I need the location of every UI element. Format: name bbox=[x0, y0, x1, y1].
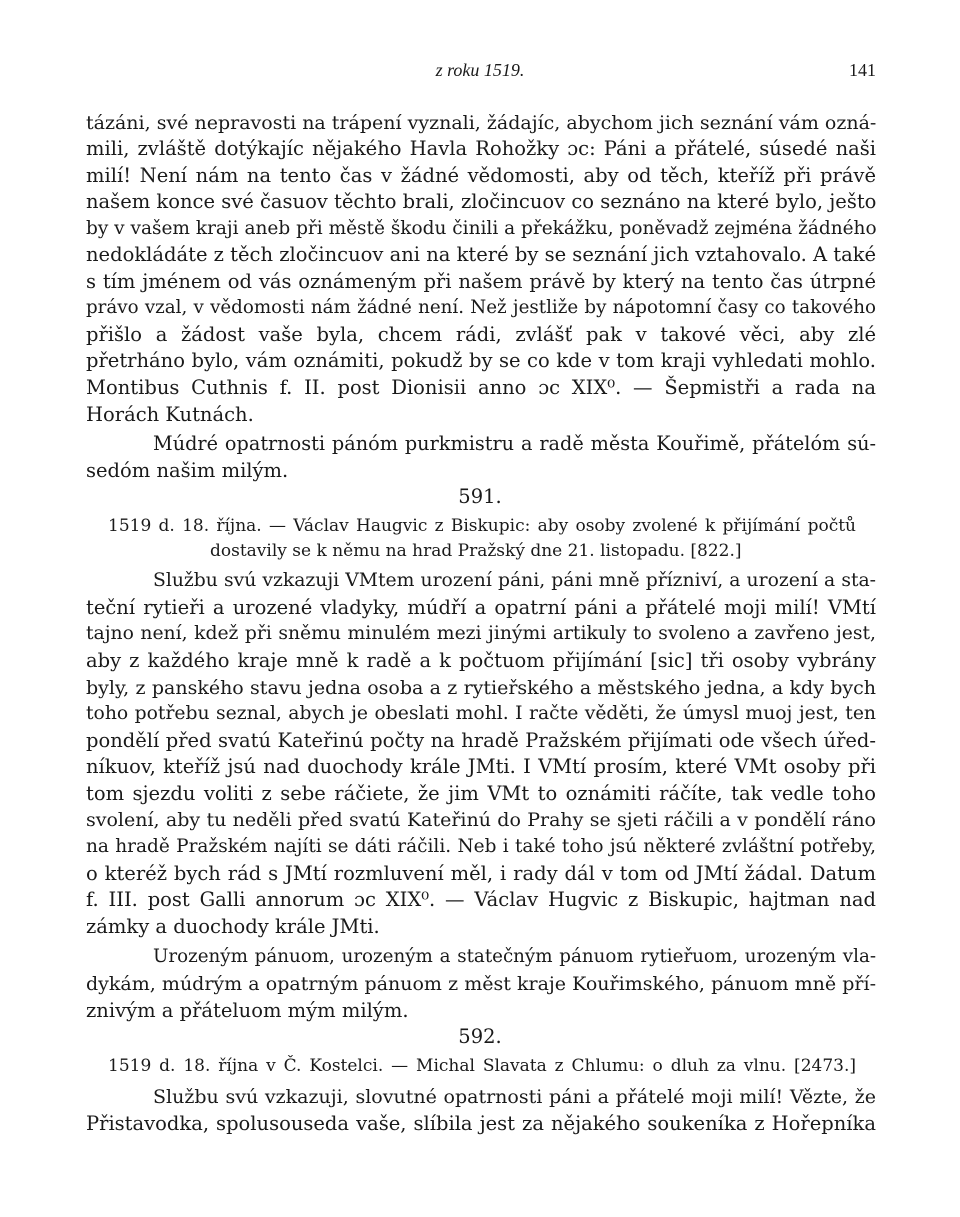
text-line: Přistavodka, spolusouseda vaše, slíbila jest za nějakého soukeníka z Hořepníka bbox=[86, 1112, 876, 1135]
text-line: nedokládáte z těch zločincuov ani na které by se seznání jich vztahovalo. A také bbox=[86, 243, 877, 266]
text-line: Horách Kutnách. bbox=[86, 403, 254, 426]
text-line: tajno není, kdež při sněmu minulém mezi jinými artikuly to svoleno a zavřeno jest, bbox=[86, 623, 876, 644]
text-line: teční rytieři a urozené vladyky, múdří a opatrní páni a přátelé moji milí! VMtí bbox=[86, 596, 876, 619]
entry-summary: 1519 d. 18. října. — Václav Haugvic z Biskupic: aby osoby zvolené k přijímání počtů bbox=[108, 516, 856, 536]
entry-number: 591. bbox=[458, 485, 502, 508]
running-header: z roku 1519. bbox=[435, 60, 525, 80]
address-line: Urozeným pánuom, urozeným a statečným pánuom rytieřuom, urozeným vla- bbox=[153, 946, 876, 967]
text-line: našem konce své časuov těchto brali, zločincuov co seznáno na které bylo, ješto bbox=[86, 190, 877, 213]
address-line: sedóm našim milým. bbox=[86, 459, 289, 482]
text-line: Montibus Cuthnis f. II. post Dionisii anno ɔc XIX⁰. — Šepmistři a rada na bbox=[86, 376, 876, 399]
entry-summary: 1519 d. 18. října v Č. Kostelci. — Michal Slavata z Chlumu: o dluh za vlnu. [2473.] bbox=[108, 1056, 856, 1076]
text-line: tom sjezdu voliti z sebe ráčiete, že jim VMt to oznámiti ráčíte, tak vedle toho bbox=[86, 782, 876, 805]
text-line: milí! Není nám na tento čas v žádné vědomosti, aby od těch, kteříž při právě bbox=[86, 164, 876, 187]
address-line: dykám, múdrým a opatrným pánuom z měst kraje Kouřimského, pánuom mně pří- bbox=[86, 973, 876, 995]
text-line: právo vzal, v vědomosti nám žádné není. Než jestliže by nápotomní časy co takového bbox=[86, 297, 876, 318]
text-line: pondělí před svatú Kateřinú počty na hradě Pražském přijímati ode všech úřed- bbox=[86, 729, 876, 752]
text-line: níkuov, kteříž jsú nad duochody krále JMti. I VMtí prosím, které VMt osoby při bbox=[86, 755, 876, 778]
text-line: tázáni, své nepravosti na trápení vyznali, žádajíc, abychom jich seznání vám ozná- bbox=[86, 112, 877, 134]
address-line: znivým a přáteluom mým milým. bbox=[86, 999, 409, 1022]
page-number: 141 bbox=[849, 60, 876, 80]
text-line: byly, z panského stavu jedna osoba a z rytieřského a městského jedna, a kdy bych bbox=[86, 677, 876, 699]
entry-summary: dostavily se k němu na hrad Pražský dne 21. listopadu. [822.] bbox=[210, 541, 742, 561]
text-line: Službu svú vzkazuji, slovutné opatrnosti páni a přátelé moji milí! Vězte, že bbox=[153, 1086, 876, 1108]
address-line: Múdré opatrnosti pánóm purkmistru a radě města Kouřimě, přátelóm sú- bbox=[153, 432, 876, 455]
text-line: aby z každého kraje mně k radě a k počtuom přijímání [sic] tři osoby vybrány bbox=[86, 649, 876, 672]
text-line: na hradě Pražském najíti se dáti ráčili. Neb i také toho jsú některé zvláštní potřeby, bbox=[86, 836, 876, 857]
text-line: Službu svú vzkazuji VMtem urození páni, páni mně přízniví, a urození a sta- bbox=[153, 570, 876, 591]
text-line: svolení, aby tu neděli před svatú Kateřinú do Prahy se sjeti ráčili a v pondělí ráno bbox=[86, 809, 876, 831]
text-line: zámky a duochody krále JMti. bbox=[86, 915, 380, 938]
text-line: f. III. post Galli annorum ɔc XIX⁰. — Václav Hugvic z Biskupic, hajtman nad bbox=[86, 888, 876, 911]
entry-number: 592. bbox=[458, 1025, 502, 1048]
text-line: by v vašem kraji aneb při městě škodu činili a překážku, poněvadž zejména žádného bbox=[86, 218, 877, 239]
text-line: toho potřebu seznal, abych je obeslati mohl. I račte věděti, že úmysl muoj jest, ten bbox=[86, 703, 876, 724]
text-line: mili, zvláště dotýkajíc nějakého Havla Rohožky ɔc: Páni a přátelé, súsedé naši bbox=[86, 137, 876, 160]
text-line: s tím jménem od vás oznámeným při našem právě by který na tento čas útrpné bbox=[86, 270, 876, 293]
text-line: o kteréž bych rád s JMtí rozmluvení měl, i rady dál v tom od JMtí žádal. Datum bbox=[86, 862, 876, 885]
text-line: přišlo a žádost vaše byla, chcem rádi, zvlášť pak v takové věci, aby zlé bbox=[86, 323, 876, 346]
text-line: přetrháno bylo, vám oznámiti, pokudž by se co kde v tom kraji vyhledati mohlo. bbox=[86, 349, 876, 372]
